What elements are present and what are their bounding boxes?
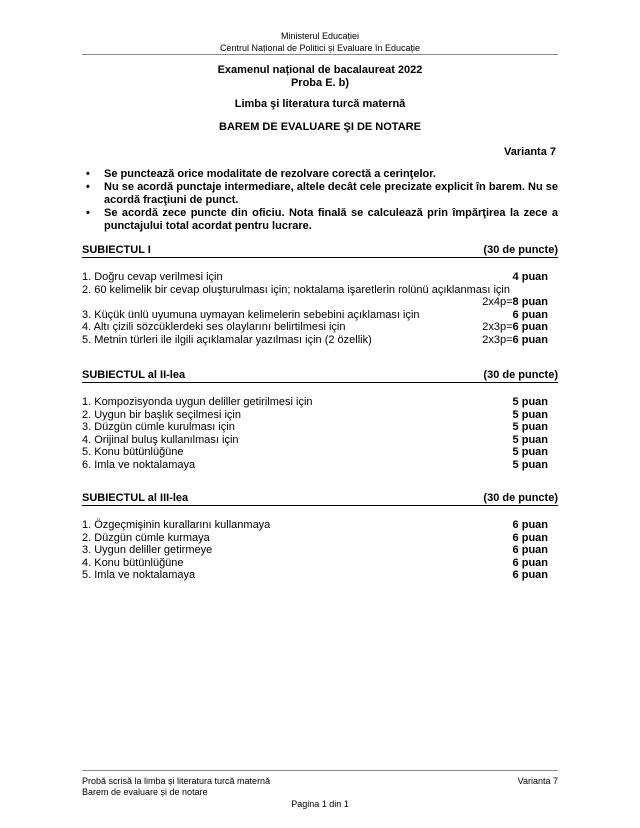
list-item: 5. Metnin türleri ile ilgili açıklamalar yazılması için (2 özellik) 2x3p=6 puan xyxy=(82,333,548,346)
list-item: 4. Konu bütünlüğüne 6 puan xyxy=(82,556,548,569)
list-item: 3. Küçük ünlü uyumuna uymayan kelimelerin sebebini açıklaması için 6 puan xyxy=(82,308,548,321)
section-title: SUBIECTUL al II-lea xyxy=(82,369,186,381)
document-footer xyxy=(82,776,558,798)
header-divider xyxy=(82,54,558,55)
rule-item: • Nu se acordă punctaje intermediare, altele decât cele precizate explicit în barem. Nu se acordă fracţiuni de punct. xyxy=(86,181,558,206)
list-item: 2. Düzgün cümle kurmaya 6 puan xyxy=(82,531,548,544)
section-items xyxy=(82,271,558,347)
list-item: 2x4p=8 puan xyxy=(482,296,548,309)
list-item: 4. Orijinal buluş kullanılması için 5 puan xyxy=(82,433,548,446)
section-points: (30 de puncte) xyxy=(483,492,558,504)
section-2 xyxy=(82,369,558,472)
exam-title: Examenul național de bacalaureat 2022 xyxy=(217,64,423,76)
section-title: SUBIECTUL I xyxy=(82,244,151,256)
footer-exam-name: Probă scrisă la limba și literatura turcă maternă xyxy=(82,776,271,786)
center-name: Centrul Național de Politici și Evaluare în Educație xyxy=(219,43,421,53)
section-items xyxy=(82,396,558,472)
subject-title: Limba şi literatura turcă maternă xyxy=(234,98,406,110)
list-item: 5. Konu bütünlüğüne 5 puan xyxy=(82,446,548,459)
list-item: 3. Düzgün cümle kurulması için 5 puan xyxy=(82,421,548,434)
bullet-icon: • xyxy=(86,207,90,219)
list-item: 1. Kompozisyonda uygun deliller getirilmesi için 5 puan xyxy=(82,396,548,408)
list-item: 3. Uygun deliller getirmeye 6 puan xyxy=(82,544,548,557)
barem-title: BAREM DE EVALUARE ŞI DE NOTARE xyxy=(219,121,421,133)
list-item: 1. Özgeçmişinin kurallarını kullanmaya 6 puan xyxy=(82,519,548,531)
document-header xyxy=(82,30,558,54)
page-number: Pagina 1 din 1 xyxy=(291,799,349,809)
section-1 xyxy=(82,244,558,347)
section-heading xyxy=(82,492,558,506)
footer-variant: Varianta 7 xyxy=(517,776,558,786)
list-item: 4. Altı çizili sözcüklerdeki ses olaylarını belirtilmesi için 2x3p=6 puan xyxy=(82,321,548,334)
section-title: SUBIECTUL al III-lea xyxy=(82,492,189,504)
section-points: (30 de puncte) xyxy=(483,369,558,381)
list-item: 5. Imla ve noktalamaya 6 puan xyxy=(82,569,548,582)
footer-barem-name: Barem de evaluare și de notare xyxy=(82,787,208,797)
list-item: 2. Uygun bir başlık seçilmesi için 5 puan xyxy=(82,408,548,421)
list-item: 1. Doğru cevap verilmesi için 4 puan xyxy=(82,271,548,283)
section-items xyxy=(82,519,558,582)
section-3 xyxy=(82,492,558,582)
list-item: 2. 60 kelimelik bir cevap oluşturulması için; noktalama işaretlerin rolünü açıklanması için xyxy=(82,283,510,296)
section-heading xyxy=(82,244,558,258)
section-heading xyxy=(82,369,558,383)
rule-item: • Se acordă zece puncte din oficiu. Nota finală se calculează prin împărţirea la zece a punctajului total acordat pentru lucrare. xyxy=(86,207,558,232)
section-points: (30 de puncte) xyxy=(483,244,558,256)
rule-item: • Se punctează orice modalitate de rezolvare corectă a cerinţelor. xyxy=(86,168,436,180)
ministry-name: Ministerul Educației xyxy=(280,31,360,41)
rules-list xyxy=(86,168,558,233)
variant-label: Varianta 7 xyxy=(504,146,556,158)
footer-divider xyxy=(82,770,558,771)
bullet-icon: • xyxy=(86,181,90,193)
bullet-icon: • xyxy=(86,168,90,180)
proba-title: Proba E. b) xyxy=(290,77,350,89)
list-item: 6. Imla ve noktalamaya 5 puan xyxy=(82,458,548,471)
